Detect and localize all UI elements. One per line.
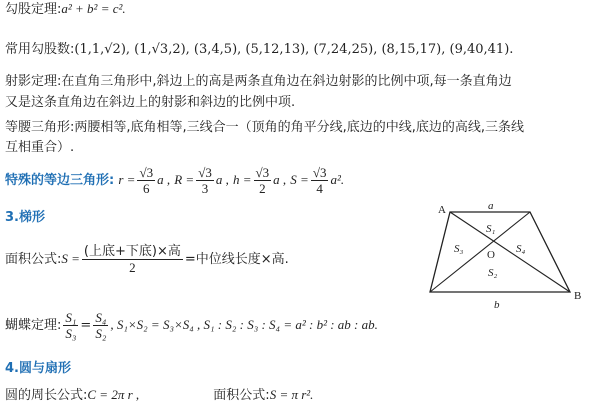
- area-formula-denominator: 2: [129, 260, 136, 275]
- area-formula-line: [5, 236, 289, 283]
- label-B: B: [574, 290, 582, 302]
- diagonal-AC: [450, 212, 570, 292]
- butterfly-f2-num: S₄: [95, 310, 107, 325]
- common-numbers-line: [5, 41, 513, 59]
- pythagoras-label: 勾股定理:: [5, 2, 62, 17]
- butterfly-f1-num: S₁: [65, 310, 77, 325]
- label-a: a: [488, 200, 494, 212]
- eq-r-den: 6: [143, 181, 150, 196]
- eq-h-lhs: h =: [232, 172, 252, 187]
- area-formula-frac: [82, 244, 183, 275]
- butterfly-line: [5, 305, 378, 346]
- area-formula-label: 面积公式:: [5, 252, 62, 267]
- circle-area-label: 面积公式:: [213, 388, 270, 403]
- diagonal-BD: [430, 212, 530, 292]
- eq-R-var: a ,: [215, 172, 229, 187]
- eq-R-num: √3: [198, 165, 212, 180]
- eq-h-num: √3: [255, 165, 270, 180]
- circle-circ-label: 圆的周长公式:: [5, 388, 88, 403]
- eq-S-den: 4: [316, 181, 323, 196]
- circle-area-formula: S = π r².: [269, 387, 314, 402]
- eq-S-var: a².: [330, 172, 345, 187]
- eq-h-var: a ,: [273, 172, 287, 187]
- eq-R-den: 3: [201, 181, 209, 196]
- label-O: O: [487, 249, 495, 261]
- circle-line: [5, 386, 313, 405]
- eq-r-var: a ,: [157, 172, 171, 187]
- butterfly-eq: =: [80, 318, 92, 333]
- common-numbers-label: 常用勾股数:: [5, 42, 75, 57]
- label-S2: S₂: [488, 267, 498, 279]
- eq-h-den: 2: [259, 181, 266, 196]
- label-S3: S₃: [454, 243, 464, 255]
- eq-R-lhs: R =: [174, 172, 195, 187]
- eq-R-frac: [196, 165, 214, 196]
- area-formula-numerator: (上底+下底)×高: [83, 244, 181, 259]
- projection-line-2: 又是这条直角边在斜边上的射影和斜边的比例中项.: [5, 95, 296, 110]
- eq-S-frac: [311, 165, 329, 196]
- eq-r-num: √3: [139, 165, 154, 180]
- isosceles-line-2: 互相重合）.: [5, 140, 75, 155]
- label-S1: S₁: [486, 223, 496, 235]
- butterfly-f1-den: S₃: [65, 326, 77, 341]
- butterfly-f2-den: S₂: [95, 326, 107, 341]
- trapezoid-outline: [430, 212, 570, 292]
- butterfly-label: 蝴蝶定理:: [5, 318, 62, 333]
- equilateral-line: [5, 163, 344, 198]
- pythagoras-formula: a² + b² = c².: [61, 1, 126, 16]
- butterfly-frac-2: [93, 310, 108, 341]
- label-S4: S₄: [516, 243, 526, 255]
- isosceles-line-1: 等腰三角形:两腰相等,底角相等,三线合一（顶角的角平分线,底边的中线,底边的高线,三条线: [5, 120, 525, 135]
- circle-circ-formula: C = 2π r ,: [87, 387, 140, 402]
- eq-r-frac: [137, 165, 155, 196]
- area-formula-lhs: S =: [61, 251, 80, 266]
- common-numbers-list: (1,1,√2), (1,√3,2), (3,4,5), (5,12,13), (7,24,25), (8,15,17), (9,40,41).: [74, 42, 514, 57]
- eq-S-num: √3: [312, 165, 327, 180]
- trapezoid-heading: 3.梯形: [5, 210, 45, 225]
- trapezoid-figure: [428, 200, 598, 312]
- eq-S-lhs: S =: [290, 172, 309, 187]
- pythagoras-line: [5, 0, 126, 19]
- eq-r-lhs: r =: [118, 172, 136, 187]
- label-A: A: [438, 204, 446, 216]
- circle-heading: 4.圆与扇形: [5, 361, 71, 376]
- equilateral-label: 特殊的等边三角形:: [5, 173, 115, 188]
- area-formula-rest: =中位线长度×高.: [184, 252, 289, 267]
- butterfly-frac-1: [63, 310, 78, 341]
- label-b: b: [494, 299, 500, 311]
- butterfly-rest: , S₁×S₂ = S₃×S₄ , S₁ : S₂ : S₃ : S₄ = a² : b² : ab : ab.: [110, 317, 378, 332]
- eq-h-frac: [254, 165, 272, 196]
- projection-line-1: 射影定理:在直角三角形中,斜边上的高是两条直角边在斜边射影的比例中项,每一条直角边: [5, 74, 512, 89]
